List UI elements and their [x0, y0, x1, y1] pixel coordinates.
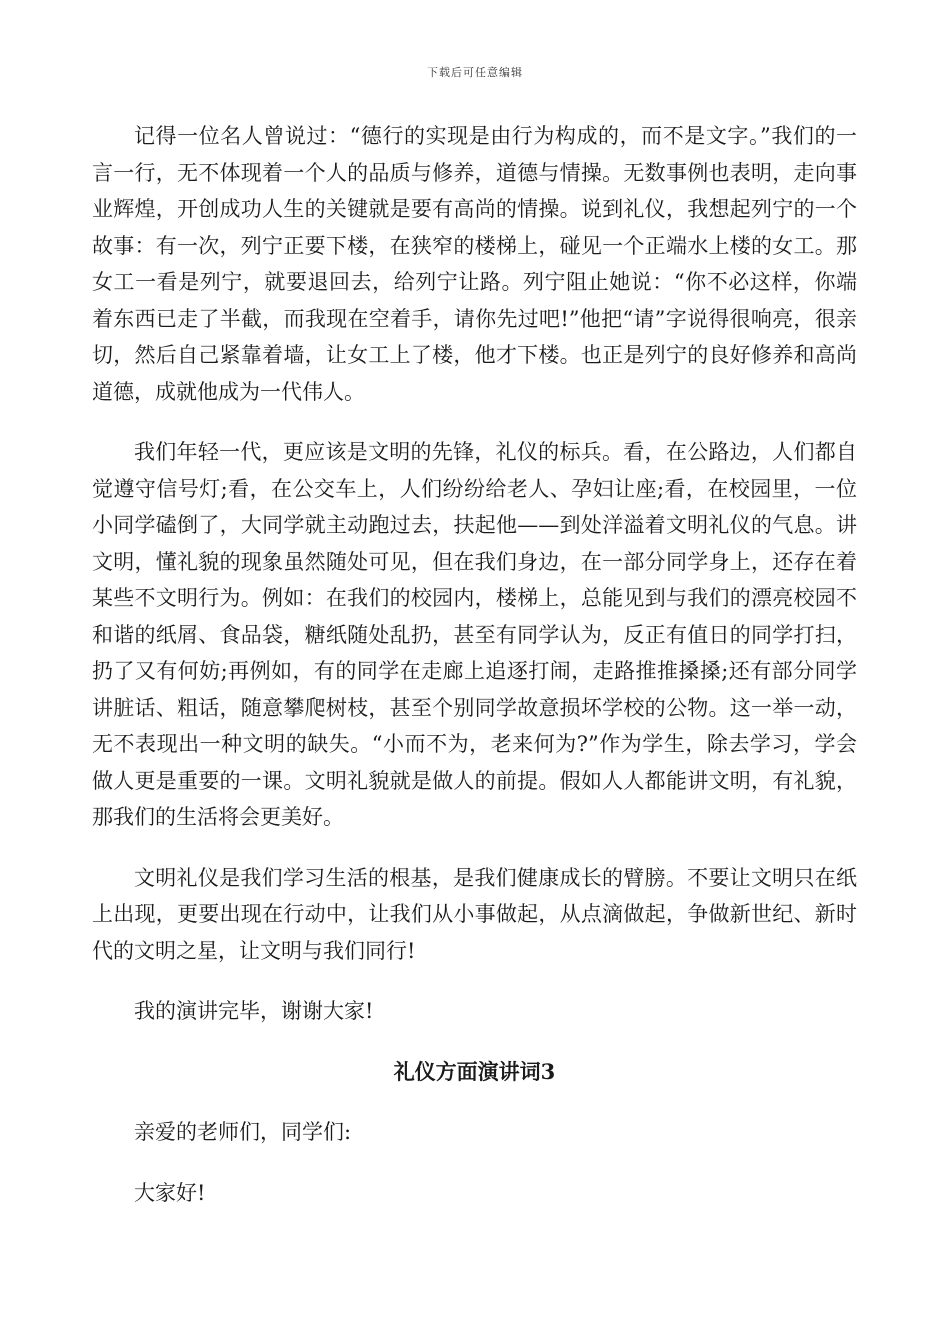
paragraph-3: 文明礼仪是我们学习生活的根基，是我们健康成长的臂膀。不要让文明只在纸上出现，更要出现在行动中，让我们从小事做起，从点滴做起，争做新世纪、新时代的文明之星，让文明与我们同行!	[92, 865, 857, 963]
document-body	[92, 118, 857, 1235]
header-note: 下载后可任意编辑	[427, 66, 523, 79]
salutation: 亲爱的老师们，同学们:	[134, 1120, 352, 1144]
section-title: 礼仪方面演讲词3	[393, 1058, 556, 1084]
closing-line: 我的演讲完毕，谢谢大家!	[134, 999, 374, 1023]
paragraph-2: 我们年轻一代，更应该是文明的先锋，礼仪的标兵。看，在公路边，人们都自觉遵守信号灯;看，在公交车上，人们纷纷给老人、孕妇让座;看，在校园里，一位小同学磕倒了，大同学就主动跑过去，扶起他——到处洋溢着文明礼仪的气息。讲文明，懂礼貌的现象虽然随处可见，但在我们身边，在一部分同学身上，还存在着某些不文明行为。例如：在我们的校园内，楼梯上，总能见到与我们的漂亮校园不和谐的纸屑、食品袋，糖纸随处乱扔，甚至有同学认为，反正有值日的同学打扫，扔了又有何妨;再例如，有的同学在走廊上追逐打闹，走路推推搡搡;还有部分同学讲脏话、粗话，随意攀爬树枝，甚至个别同学故意损坏学校的公物。这一举一动，无不表现出一种文明的缺失。“小而不为，老来何为?”作为学生，除去学习，学会做人更是重要的一课。文明礼貌就是做人的前提。假如人人都能讲文明，有礼貌，那我们的生活将会更美好。	[92, 440, 857, 829]
paragraph-1: 记得一位名人曾说过：“德行的实现是由行为构成的，而不是文字。”我们的一言一行，无不体现着一个人的品质与修养，道德与情操。无数事例也表明，走向事业辉煌，开创成功人生的关键就是要有高尚的情操。说到礼仪，我想起列宁的一个故事：有一次，列宁正要下楼，在狭窄的楼梯上，碰见一个正端水上楼的女工。那女工一看是列宁，就要退回去，给列宁让路。列宁阻止她说：“你不必这样，你端着东西已走了半截，而我现在空着手，请你先过吧!”他把“请”字说得很响亮，很亲切，然后自己紧靠着墙，让女工上了楼，他才下楼。也正是列宁的良好修养和高尚道德，成就他成为一代伟人。	[92, 124, 857, 404]
greeting: 大家好!	[134, 1180, 206, 1205]
